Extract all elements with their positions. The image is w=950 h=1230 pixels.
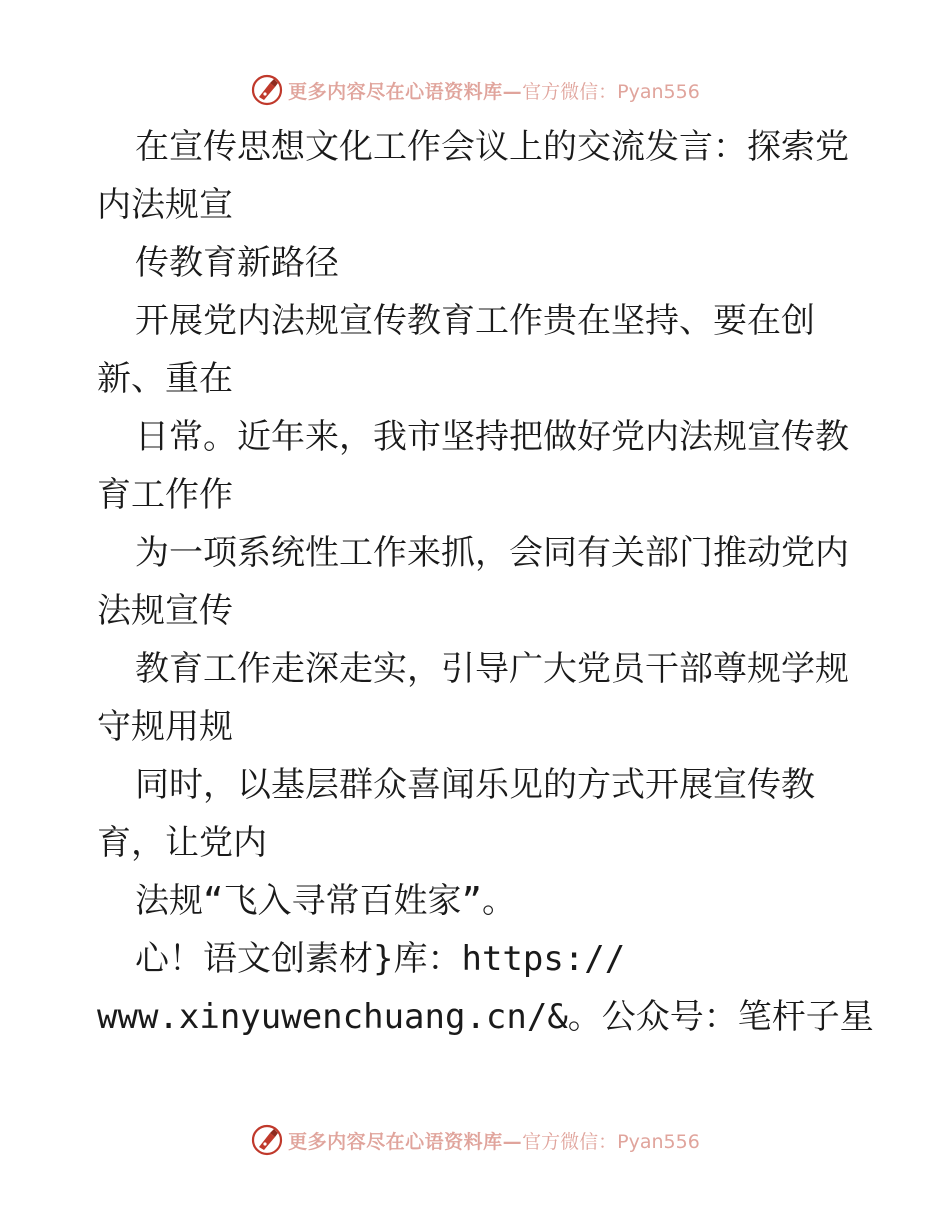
text-line: 为一项系统性工作来抓，会同有关部门推动党内 bbox=[135, 533, 849, 573]
text-line: 开展党内法规宣传教育工作贵在坚持、要在创 bbox=[135, 301, 815, 341]
footer-wechat-text: 官方微信：Pyan556 bbox=[522, 1130, 700, 1153]
text-line: 传教育新路径 bbox=[135, 243, 339, 283]
text-line: 在宣传思想文化工作会议上的交流发言：探索党 bbox=[135, 127, 849, 167]
header-watermark-banner bbox=[0, 72, 950, 108]
pen-nib-logo-icon bbox=[250, 1123, 284, 1157]
text-line: 心！语文创素材}库：https:// bbox=[135, 939, 626, 979]
document-body bbox=[97, 118, 874, 1046]
text-line-url: www.xinyuwenchuang.cn/&。公众号：笔杆子星 bbox=[97, 997, 874, 1037]
footer-watermark-text: 更多内容尽在心语资料库— bbox=[288, 1130, 523, 1153]
text-line: 育，让党内 bbox=[97, 823, 267, 863]
text-line: 教育工作走深走实，引导广大党员干部尊规学规 bbox=[135, 649, 849, 689]
text-line: 育工作作 bbox=[97, 475, 233, 515]
text-line: 同时，以基层群众喜闻乐见的方式开展宣传教 bbox=[135, 765, 815, 805]
text-line: 法规宣传 bbox=[97, 591, 233, 631]
footer-watermark-banner bbox=[0, 1122, 950, 1158]
text-line: 守规用规 bbox=[97, 707, 233, 747]
pen-nib-logo-icon bbox=[250, 73, 284, 107]
text-line: 日常。近年来，我市坚持把做好党内法规宣传教 bbox=[135, 417, 849, 457]
text-line: 新、重在 bbox=[97, 359, 233, 399]
header-wechat-text: 官方微信：Pyan556 bbox=[522, 80, 700, 103]
text-line: 法规“飞入寻常百姓家”。 bbox=[135, 881, 516, 921]
header-watermark-text: 更多内容尽在心语资料库— bbox=[288, 80, 523, 103]
text-line: 内法规宣 bbox=[97, 185, 233, 225]
